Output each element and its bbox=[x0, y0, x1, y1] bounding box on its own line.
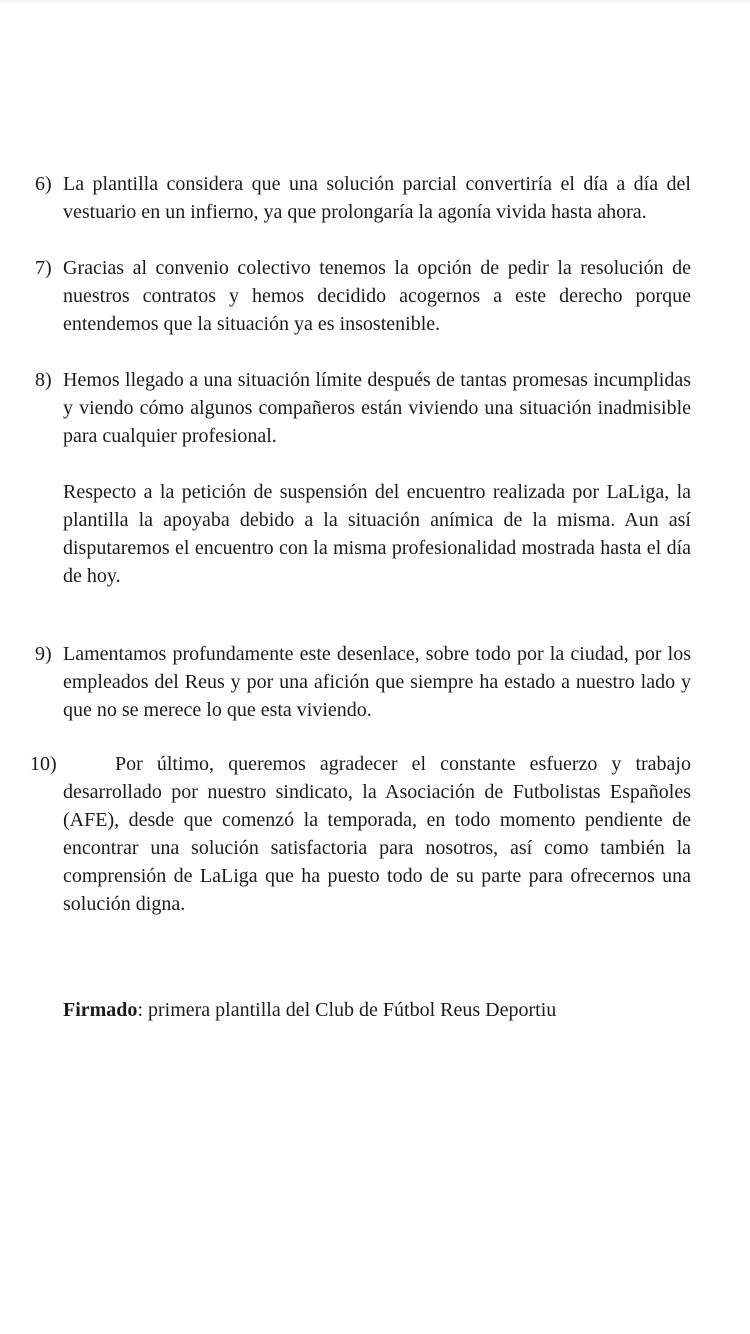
list-item-9 bbox=[0, 640, 691, 724]
list-item-8 bbox=[0, 366, 691, 590]
list-item-6 bbox=[0, 170, 691, 226]
signature-label: Firmado bbox=[63, 999, 138, 1021]
item-number: 6) bbox=[35, 173, 52, 195]
item-paragraph: Gracias al convenio colectivo tenemos la opción de pedir la resolución de nuestros contratos y hemos decidido acogernos a este derecho porque entendemos que la situación ya es insostenible. bbox=[63, 257, 691, 335]
signature-text: : primera plantilla del Club de Fútbol Reus Deportiu bbox=[137, 999, 557, 1021]
item-number: 9) bbox=[35, 643, 52, 665]
list-item-10 bbox=[0, 750, 691, 918]
item-paragraph: La plantilla considera que una solución parcial convertiría el día a día del vestuario en un infierno, ya que prolongaría la agonía vivida hasta ahora. bbox=[63, 173, 691, 223]
item-paragraph: Hemos llegado a una situación límite después de tantas promesas incumplidas y viendo cómo algunos compañeros están viviendo una situación inadmisible para cualquier profesional. bbox=[63, 369, 691, 447]
list-item-7 bbox=[0, 254, 691, 338]
item-paragraph: Por último, queremos agradecer el constante esfuerzo y trabajo desarrollado por nuestro sindicato, la Asociación de Futbolistas Españoles (AFE), desde que comenzó la temporada, en todo momento pendiente de encontrar una solución satisfactoria para nosotros, así como también la comprensión de LaLiga que ha puesto todo de su parte para ofrecernos una solución digna. bbox=[63, 753, 691, 915]
signature-line bbox=[63, 996, 632, 1024]
item-number: 10) bbox=[30, 753, 57, 775]
item-number: 7) bbox=[35, 257, 52, 279]
item-paragraph: Respecto a la petición de suspensión del encuentro realizada por LaLiga, la plantilla la apoyaba debido a la situación anímica de la misma. Aun así disputaremos el encuentro con la misma profesionalidad mostrada hasta el día de hoy. bbox=[63, 481, 691, 587]
item-paragraph: Lamentamos profundamente este desenlace, sobre todo por la ciudad, por los empleados del Reus y por una afición que siempre ha estado a nuestro lado y que no se merece lo que esta viviendo. bbox=[63, 643, 691, 721]
page-top-edge bbox=[0, 0, 750, 3]
item-number: 8) bbox=[35, 369, 52, 391]
